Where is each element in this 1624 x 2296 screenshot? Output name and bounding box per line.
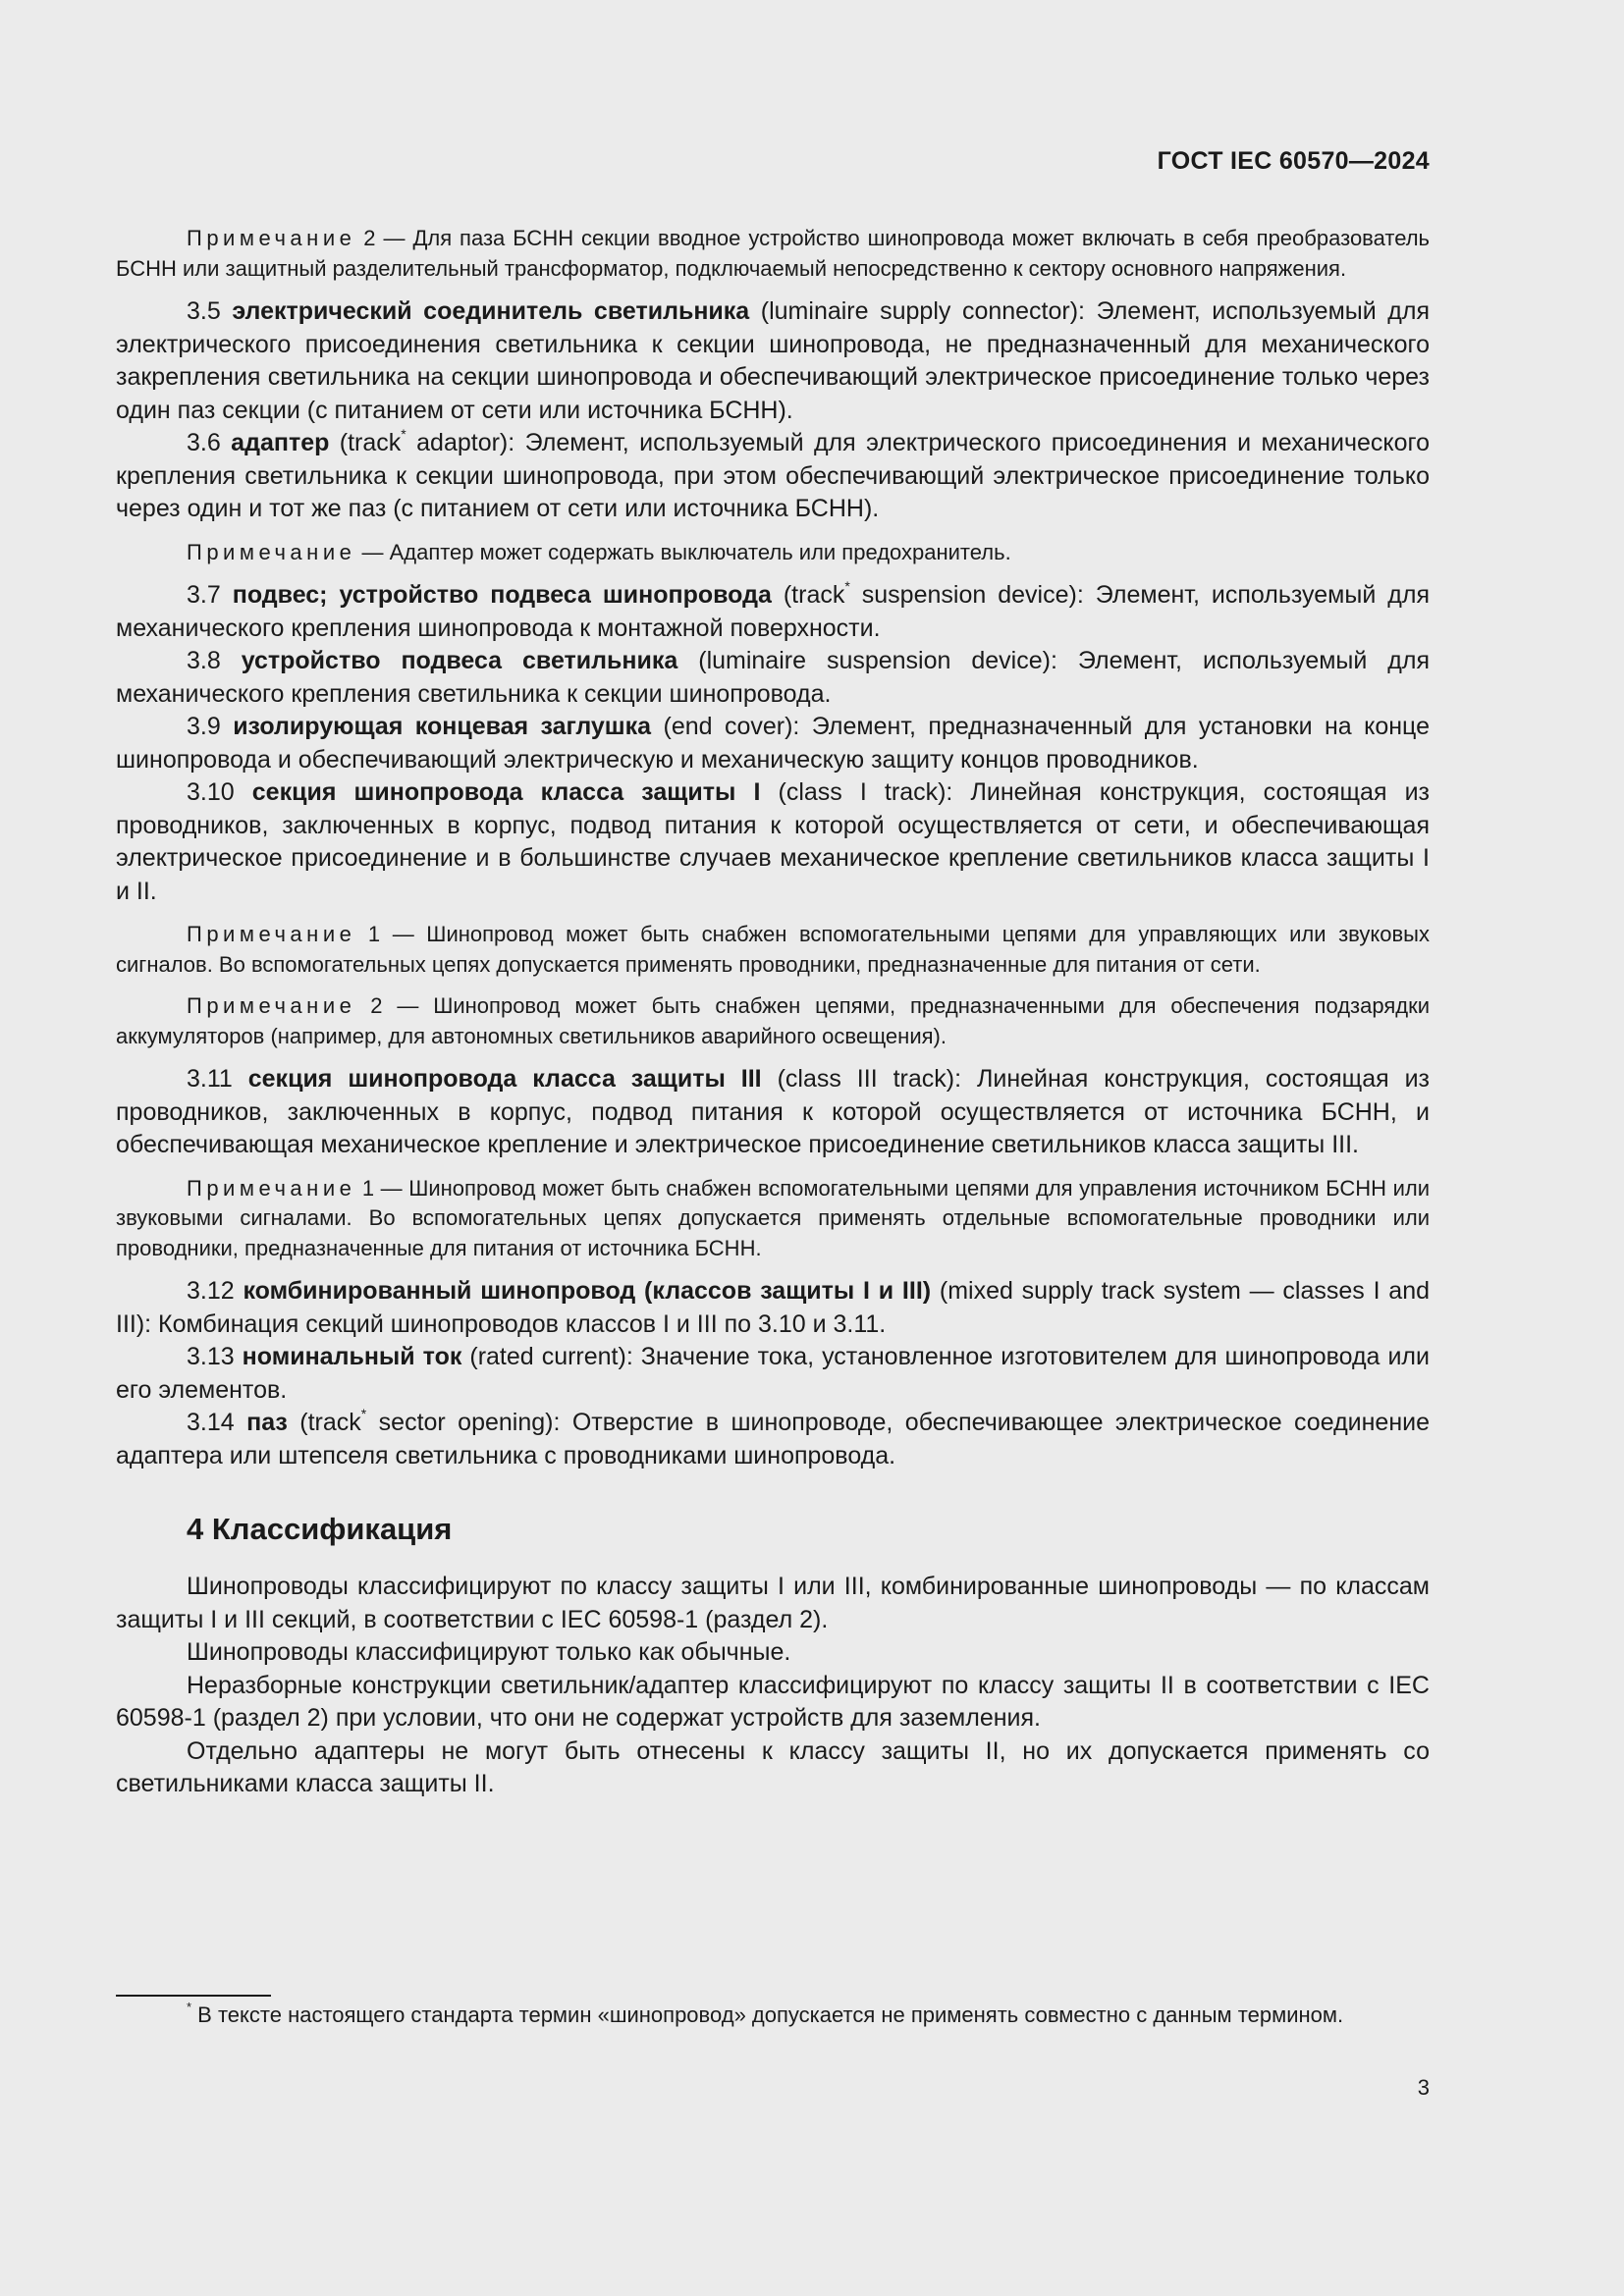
note-label: Примечание	[187, 539, 356, 564]
clause-text: (class I track): Линейная конструкция, состоящая из проводников, заключенных в корпус, подвод питания к которой осуществляется от сети, и обеспечивающая электрическое присоединение и в большинстве случаев механическое крепление светильников класса защиты I и II.	[116, 778, 1431, 905]
document-code-header: ГОСТ IEC 60570—2024	[1157, 147, 1430, 175]
footnote-area	[116, 1995, 1430, 2030]
clause-text: (rated current): Значение тока, установленное изготовителем для шинопровода или его элементов.	[116, 1343, 1430, 1404]
section-4-paragraph-4: Отдельно адаптеры не могут быть отнесены к классу защиты II, но их допускается применять со светильниками класса защиты II.	[116, 1736, 1430, 1797]
clause-term: устройство подвеса светильника	[241, 647, 678, 674]
note-class-i-aux-circuits	[116, 920, 1430, 980]
clause-term: адаптер	[231, 429, 330, 456]
footnote-reference-mark: *	[360, 1405, 367, 1421]
note-text: Шинопровод может быть снабжен цепями, предназначенными для обеспечения подзарядки аккумуляторов (например, для автономных светильников аварийного освещения).	[116, 993, 1431, 1048]
clause-term: секция шинопровода класса защиты III	[247, 1065, 762, 1093]
footnote-reference-mark: *	[401, 425, 406, 442]
clause-term: номинальный ток	[242, 1343, 462, 1370]
clause-term: паз	[246, 1409, 288, 1436]
note-text: Для паза БСНН секции вводное устройство шинопровода может включать в себя преобразователь БСНН или защитный разделительный трансформатор, подключаемый непосредственно к сектору основного напряжения.	[116, 226, 1430, 281]
clause-number: 3.5	[187, 297, 233, 325]
note-number: 2 —	[355, 226, 413, 250]
clause-3-8	[116, 645, 1430, 711]
note-number: 1 —	[355, 1175, 409, 1201]
footnote-separator	[116, 1995, 271, 1997]
clause-number: 3.11	[187, 1065, 248, 1093]
clause-text: sector opening): Отверстие в шинопроводе, обеспечивающее электрическое соединение адаптера или штепселя светильника с проводниками шинопровода.	[116, 1409, 1431, 1469]
note-label: Примечание	[187, 922, 356, 946]
clause-3-14	[116, 1407, 1430, 1472]
section-4-paragraph-1: Шинопроводы классифицируют по классу защиты I или III, комбинированные шинопроводы — по классам защиты I и III секций, в соответствии с IEC 60598-1 (раздел 2).	[116, 1573, 1430, 1633]
clause-term: электрический соединитель светильника	[232, 297, 750, 325]
note-vvod-bsnn	[116, 224, 1430, 284]
clause-term: подвес; устройство подвеса шинопровода	[232, 581, 772, 609]
clause-3-5	[116, 295, 1430, 427]
note-label: Примечание	[187, 226, 356, 250]
note-text: Шинопровод может быть снабжен вспомогательными цепями для управляющих или звуковых сигналов. Во вспомогательных цепях допускается применять проводники, предназначенные для питания от сети.	[116, 922, 1430, 977]
clause-3-13	[116, 1341, 1430, 1407]
clause-text: (end cover): Элемент, предназначенный для установки на конце шинопровода и обеспечивающий электрическую и механическую защиту концов проводников.	[116, 713, 1430, 774]
clause-term: комбинированный шинопровод (классов защиты I и III)	[243, 1277, 932, 1305]
note-class-iii-aux-circuits	[116, 1174, 1430, 1264]
clause-text-pre: (track	[287, 1409, 361, 1436]
clause-text: (class III track): Линейная конструкция, состоящая из проводников, заключенных в корпус, подвод питания к которой осуществляется от источника БСНН, и обеспечивающая механическое крепление и электрическое присоединение светильников класса защиты III.	[116, 1065, 1431, 1158]
page-number: 3	[1417, 2075, 1430, 2100]
section-4-heading: 4 Классификация	[187, 1512, 453, 1546]
note-adapter	[116, 538, 1430, 568]
note-number: 1 —	[355, 922, 427, 946]
clause-3-9	[116, 711, 1430, 776]
footnote-mark: *	[187, 1999, 192, 2014]
clause-3-6	[116, 427, 1430, 526]
clause-text: (luminaire supply connector): Элемент, используемый для электрического присоединения светильника к секции шинопровода, не предназначенный для механического закрепления светильника на секции шинопровода и обеспечивающий электрическое присоединение только через один паз секции (с питанием от сети или источника БСНН).	[116, 297, 1430, 424]
clause-number: 3.10	[187, 778, 252, 806]
section-4-paragraph-2: Шинопроводы классифицируют только как обычные.	[187, 1638, 791, 1666]
footnote	[116, 2001, 1430, 2030]
clause-number: 3.8	[187, 647, 242, 674]
clause-text-pre: (track	[771, 581, 845, 609]
note-class-i-battery-charging	[116, 991, 1430, 1051]
clause-text-pre: (track	[329, 429, 402, 456]
clause-term: секция шинопровода класса защиты I	[251, 778, 761, 806]
document-body	[116, 224, 1430, 1801]
clause-number: 3.9	[187, 713, 234, 740]
note-text: — Адаптер может содержать выключатель или предохранитель.	[355, 539, 1011, 564]
note-label: Примечание	[187, 993, 356, 1018]
section-4-paragraph-3: Неразборные конструкции светильник/адаптер классифицируют по классу защиты II в соответствии с IEC 60598-1 (раздел 2) при условии, что они не содержат устройств для заземления.	[116, 1671, 1430, 1732]
footnote-reference-mark: *	[844, 577, 850, 594]
footnote-text: В тексте настоящего стандарта термин «шинопровод» допускается не применять совместно с данным термином.	[191, 2002, 1344, 2027]
clause-3-7	[116, 579, 1430, 645]
note-label: Примечание	[187, 1175, 356, 1201]
clause-text: adaptor): Элемент, используемый для электрического присоединения и механического крепления светильника к секции шинопровода, при этом обеспечивающий электрическое присоединение только через один и тот же паз (с питанием от сети или источника БСНН).	[116, 429, 1430, 522]
note-text: Шинопровод может быть снабжен вспомогательными цепями для управления источником БСНН или звуковыми сигналами. Во вспомогательных цепях допускается применять отдельные вспомогательные проводники или проводники, предназначенные для питания от источника БСНН.	[116, 1175, 1430, 1260]
clause-number: 3.6	[187, 429, 232, 456]
clause-number: 3.14	[187, 1409, 247, 1436]
clause-3-12	[116, 1275, 1430, 1341]
clause-term: изолирующая концевая заглушка	[233, 713, 652, 740]
note-number: 2 —	[355, 993, 434, 1018]
clause-number: 3.13	[187, 1343, 243, 1370]
clause-text: (luminaire suspension device): Элемент, используемый для механического крепления светильника к секции шинопровода.	[116, 647, 1430, 708]
clause-number: 3.12	[187, 1277, 244, 1305]
clause-text: (mixed supply track system — classes I and III): Комбинация секций шинопроводов классов I и III по 3.10 и 3.11.	[116, 1277, 1431, 1338]
clause-number: 3.7	[187, 581, 233, 609]
clause-3-11	[116, 1063, 1430, 1162]
clause-text: suspension device): Элемент, используемый для механического крепления шинопровода к монтажной поверхности.	[116, 581, 1430, 642]
clause-3-10	[116, 776, 1430, 908]
